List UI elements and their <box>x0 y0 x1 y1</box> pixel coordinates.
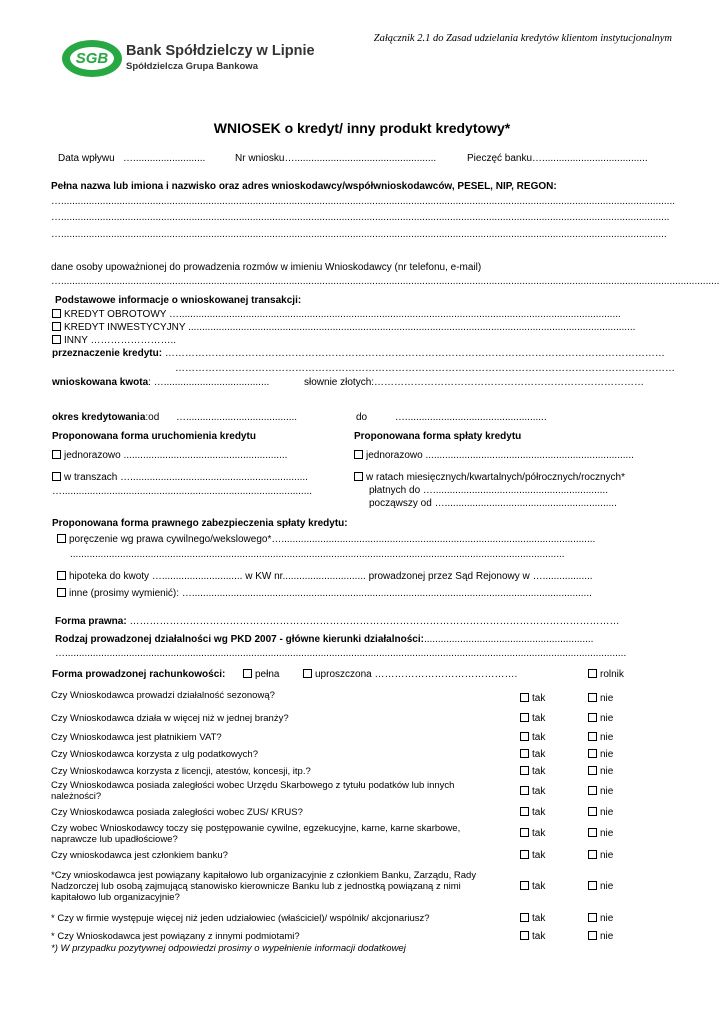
answer-yes-6[interactable] <box>520 807 545 818</box>
question-7: Czy wobec Wnioskodawcy toczy się postępowanie cywilne, egzekucyjne, karne, karne skarbowe, naprawcze lub upadłościowe? <box>51 823 461 845</box>
legal-form-field[interactable]: Forma prawna: ………………………………………………………………………………………………………………………………… <box>55 616 620 627</box>
checkbox[interactable] <box>588 732 597 741</box>
checkbox[interactable] <box>520 766 529 775</box>
credit-type-investment[interactable]: KREDYT INWESTYCYJNY ................................................................................................................................................................. <box>52 322 662 333</box>
answer-yes-1[interactable] <box>520 713 545 724</box>
rep-paid-to-field[interactable]: płatnych do …............................................................... <box>369 485 608 496</box>
credit-type-label: INNY …………………….. <box>64 335 177 346</box>
answer-no-11[interactable] <box>588 931 613 942</box>
rep-paid-to-label: płatnych do <box>369 485 421 496</box>
checkbox[interactable] <box>520 913 529 922</box>
question-5: Czy Wnioskodawca posiada zaległości wobec Urzędu Skarbowego z tytułu podatków lub innych należności? <box>51 780 455 802</box>
acc-full-label: pełna <box>255 669 280 680</box>
acc-simple-dots: ……………………………………. <box>374 669 518 680</box>
purpose-label: przeznaczenie kredytu: <box>52 348 163 359</box>
applicant-line-3[interactable]: ….......................................................................................................................................................................................................................... <box>51 229 667 240</box>
checkbox[interactable] <box>588 807 597 816</box>
date-field[interactable] <box>58 153 205 164</box>
checkbox[interactable] <box>520 693 529 702</box>
answer-yes-7[interactable] <box>520 828 545 839</box>
yes-label: tak <box>532 828 546 839</box>
coll-court-dots: ….................. <box>532 571 593 582</box>
disb-tranches-option[interactable]: w transzach …................................................................ <box>52 472 308 483</box>
checkbox[interactable] <box>588 881 597 890</box>
repayment-heading: Proponowana forma spłaty kredytu <box>354 431 522 442</box>
checkbox[interactable] <box>52 450 61 459</box>
checkbox[interactable] <box>520 713 529 722</box>
checkbox[interactable] <box>354 450 363 459</box>
no-label: nie <box>600 693 614 704</box>
answer-yes-3[interactable] <box>520 749 545 760</box>
purpose-field[interactable]: przeznaczenie kredytu: …………………………………………………………………………………………………………………………………… <box>52 348 665 359</box>
no-label: nie <box>600 881 614 892</box>
checkbox[interactable] <box>57 534 66 543</box>
yes-label: tak <box>532 749 546 760</box>
checkbox[interactable] <box>520 881 529 890</box>
applicant-heading: Pełna nazwa lub imiona i nazwisko oraz adres wnioskodawcy/współwnioskodawców, PESEL, NIP, REGON: <box>51 181 557 192</box>
yes-label: tak <box>532 850 546 861</box>
amount-words-field[interactable]: słownie złotych:……………………………………………………………………… <box>304 377 645 388</box>
checkbox[interactable] <box>52 335 61 344</box>
answer-yes-2[interactable] <box>520 732 545 743</box>
checkbox[interactable] <box>520 807 529 816</box>
coll-guarantee-line-2[interactable]: .................................................................................................................................................................................. <box>70 549 565 560</box>
coll-mortgage-option[interactable] <box>57 571 593 582</box>
accounting-field <box>52 669 225 680</box>
checkbox[interactable] <box>57 588 66 597</box>
checkbox[interactable] <box>588 713 597 722</box>
rep-once-option[interactable]: jednorazowo ........................................................................... <box>354 450 634 461</box>
answer-yes-0[interactable] <box>520 693 545 704</box>
period-from-dots: …........................................ <box>175 412 298 423</box>
no-label: nie <box>600 807 614 818</box>
credit-type-label: KREDYT OBROTOWY <box>64 309 167 320</box>
answer-yes-9[interactable] <box>520 881 545 892</box>
coll-kw-label: w KW nr <box>245 571 283 582</box>
disb-tranches-label: w transzach <box>64 472 118 483</box>
answer-no-3[interactable] <box>588 749 613 760</box>
answer-no-5[interactable] <box>588 786 613 797</box>
checkbox[interactable] <box>588 828 597 837</box>
no-label: nie <box>600 931 614 942</box>
answer-yes-10[interactable] <box>520 913 545 924</box>
answer-no-10[interactable] <box>588 913 613 924</box>
disb-tranches-line-2[interactable]: ….......................................................................................... <box>52 486 313 497</box>
answer-no-2[interactable] <box>588 732 613 743</box>
checkbox[interactable] <box>520 850 529 859</box>
checkbox[interactable] <box>354 472 363 481</box>
yes-label: tak <box>532 713 546 724</box>
yes-label: tak <box>532 931 546 942</box>
authorized-line[interactable]: …............................................................................................................................................................................................................................................. <box>51 276 720 287</box>
stamp-field[interactable] <box>467 153 648 164</box>
checkbox[interactable] <box>520 732 529 741</box>
period-to-dots: …................................................... <box>394 412 547 423</box>
no-label: nie <box>600 749 614 760</box>
checkbox[interactable] <box>520 749 529 758</box>
checkbox[interactable] <box>588 669 597 678</box>
acc-full-option[interactable] <box>243 669 279 680</box>
collateral-heading: Proponowana forma prawnego zabezpieczenia spłaty kredytu: <box>52 518 348 529</box>
disb-once-label: jednorazowo <box>64 450 121 461</box>
coll-court-label: prowadzonej przez Sąd Rejonowy w <box>368 571 530 582</box>
checkbox[interactable] <box>520 828 529 837</box>
disbursement-heading: Proponowana forma uruchomienia kredytu <box>52 431 256 442</box>
rep-first-field[interactable]: począwszy od ….............................................................. <box>369 498 617 509</box>
rep-installments-option[interactable] <box>354 472 625 483</box>
period-from-field[interactable] <box>52 412 297 423</box>
checkbox[interactable] <box>520 786 529 795</box>
accounting-label: Forma prowadzonej rachunkowości: <box>52 669 226 680</box>
answer-no-1[interactable] <box>588 713 613 724</box>
number-label: Nr wniosku <box>235 153 285 164</box>
stamp-dots: …...................................... <box>532 153 648 164</box>
coll-other-label: inne (prosimy wymienić): <box>69 588 180 599</box>
acc-simple-label: uproszczona <box>315 669 372 680</box>
period-label: okres kredytowania <box>52 412 146 423</box>
answer-yes-8[interactable] <box>520 850 545 861</box>
legal-form-label: Forma prawna: <box>55 616 127 627</box>
credit-type-working[interactable]: KREDYT OBROTOWY …............................................................................................................................................................... <box>52 309 662 320</box>
question-6: Czy Wnioskodawca posiada zaległości wobec ZUS/ KRUS? <box>51 807 303 818</box>
checkbox[interactable] <box>588 766 597 775</box>
pkd-field[interactable]: Rodzaj prowadzonej działalności wg PKD 2007 - główne kierunki działalności:............................................................. <box>55 634 594 645</box>
acc-simple-option[interactable] <box>303 669 517 680</box>
logo-text: SGB <box>70 47 114 70</box>
question-1: Czy Wnioskodawca działa w więcej niż w jednej branży? <box>51 713 289 724</box>
answer-no-4[interactable] <box>588 766 613 777</box>
checkbox[interactable] <box>52 309 61 318</box>
amount-label: wnioskowana kwota <box>52 377 149 388</box>
rep-first-label: począwszy od <box>369 498 432 509</box>
question-9: *Czy wnioskodawca jest powiązany kapitałowo lub organizacyjnie z członkiem Banku, Zarządu, Rady Nadzorczej lub osobą zajmującą stanowisko kierownicze Banku lub z jednostką powiązaną z nimi kapitałowo lub organizacyjnie? <box>51 870 477 903</box>
period-to-label: do <box>356 412 368 423</box>
number-field[interactable] <box>235 153 436 164</box>
amount-field[interactable] <box>52 377 269 388</box>
no-label: nie <box>600 850 614 861</box>
answer-no-0[interactable] <box>588 693 613 704</box>
question-0: Czy Wnioskodawca prowadzi działalność sezonową? <box>51 690 275 701</box>
coll-guarantee-label: poręczenie wg prawa cywilnego/wekslowego* <box>69 534 272 545</box>
yes-label: tak <box>532 807 546 818</box>
number-dots: …................................................... <box>284 153 437 164</box>
period-from-label: :od <box>145 412 160 423</box>
date-dots: ….......................... <box>123 153 206 164</box>
answer-no-8[interactable] <box>588 850 613 861</box>
no-label: nie <box>600 732 614 743</box>
transaction-heading: Podstawowe informacje o wnioskowanej transakcji: <box>55 295 302 306</box>
rep-once-label: jednorazowo <box>366 450 423 461</box>
no-label: nie <box>600 828 614 839</box>
checkbox[interactable] <box>52 472 61 481</box>
coll-mortgage-dots: …............................. <box>151 571 243 582</box>
date-label: Data wpływu <box>58 153 115 164</box>
sgb-logo-icon <box>62 40 122 77</box>
acc-farmer-label: rolnik <box>600 669 624 680</box>
yes-label: tak <box>532 913 546 924</box>
authorized-label: dane osoby upoważnionej do prowadzenia rozmów w imieniu Wnioskodawcy (nr telefonu, e-mail) <box>51 262 482 273</box>
checkbox[interactable] <box>52 322 61 331</box>
bank-group: Spółdzielcza Grupa Bankowa <box>126 61 258 72</box>
credit-type-other[interactable] <box>52 335 662 346</box>
checkbox[interactable] <box>588 693 597 702</box>
checkbox[interactable] <box>588 850 597 859</box>
yes-label: tak <box>532 786 546 797</box>
checkbox[interactable] <box>588 786 597 795</box>
answer-yes-11[interactable] <box>520 931 545 942</box>
bank-name: Bank Spółdzielczy w Lipnie <box>126 43 315 59</box>
applicant-line-2[interactable]: …........................................................................................................................................................................................................................... <box>51 212 670 223</box>
checkbox[interactable] <box>243 669 252 678</box>
question-3: Czy Wnioskodawca korzysta z ulg podatkowych? <box>51 749 258 760</box>
acc-farmer-option[interactable] <box>588 669 624 680</box>
checkbox[interactable] <box>57 571 66 580</box>
yes-label: tak <box>532 693 546 704</box>
rep-installments-label: w ratach miesięcznych/kwartalnych/półrocznych/rocznych* <box>366 472 625 483</box>
disb-once-option[interactable]: jednorazowo ........................................................... <box>52 450 287 461</box>
checkbox[interactable] <box>303 669 312 678</box>
checkbox[interactable] <box>588 931 597 940</box>
pkd-label: Rodzaj prowadzonej działalności wg PKD 2007 - główne kierunki działalności: <box>55 634 424 645</box>
coll-other-option[interactable]: inne (prosimy wymienić): …................................................................................................................................................ <box>57 588 637 599</box>
checkbox[interactable] <box>588 749 597 758</box>
no-label: nie <box>600 766 614 777</box>
no-label: nie <box>600 786 614 797</box>
yes-label: tak <box>532 732 546 743</box>
credit-type-label: KREDYT INWESTYCYJNY <box>64 322 186 333</box>
question-2: Czy Wnioskodawca jest płatnikiem VAT? <box>51 732 222 743</box>
question-4: Czy Wnioskodawca korzysta z licencji, atestów, koncesji, itp.? <box>51 766 311 777</box>
amount-dots: : …...................................... <box>148 377 270 388</box>
coll-kw-dots: .............................. <box>282 571 366 582</box>
attachment-note: Załącznik 2.1 do Zasad udzielania kredytów klientom instytucjonalnym <box>373 33 672 44</box>
stamp-label: Pieczęć banku <box>467 153 533 164</box>
no-label: nie <box>600 713 614 724</box>
form-title: WNIOSEK o kredyt/ inny produkt kredytowy* <box>213 120 511 136</box>
answer-no-9[interactable] <box>588 881 613 892</box>
answer-no-7[interactable] <box>588 828 613 839</box>
question-11: * Czy Wnioskodawca jest powiązany z innymi podmiotami? <box>51 931 300 942</box>
purpose-line-2[interactable]: …………………………………………………………………………………………………………………………………… <box>175 363 675 374</box>
no-label: nie <box>600 913 614 924</box>
coll-mortgage-label: hipoteka do kwoty <box>69 571 150 582</box>
answer-no-6[interactable] <box>588 807 613 818</box>
period-to-field[interactable] <box>356 412 547 423</box>
amount-words-label: słownie złotych: <box>304 377 375 388</box>
coll-guarantee-option[interactable]: poręczenie wg prawa cywilnego/wekslowego*…................................................................................................................. <box>57 534 637 545</box>
question-8: Czy wnioskodawca jest członkiem banku? <box>51 850 228 861</box>
checkbox[interactable] <box>520 931 529 940</box>
answer-yes-5[interactable] <box>520 786 545 797</box>
footnote: *) W przypadku pozytywnej odpowiedzi prosimy o wypełnienie informacji dodatkowej <box>51 943 406 954</box>
yes-label: tak <box>532 766 546 777</box>
question-10: * Czy w firmie występuje więcej niż jeden udziałowiec (właściciel)/ wspólnik/ akcjonariusz? <box>51 913 430 924</box>
answer-yes-4[interactable] <box>520 766 545 777</box>
yes-label: tak <box>532 881 546 892</box>
checkbox[interactable] <box>588 913 597 922</box>
pkd-line-2[interactable]: ….......................................................................................................................................................................................................... <box>55 648 627 659</box>
applicant-line-1[interactable]: …............................................................................................................................................................................................................................. <box>51 196 676 207</box>
